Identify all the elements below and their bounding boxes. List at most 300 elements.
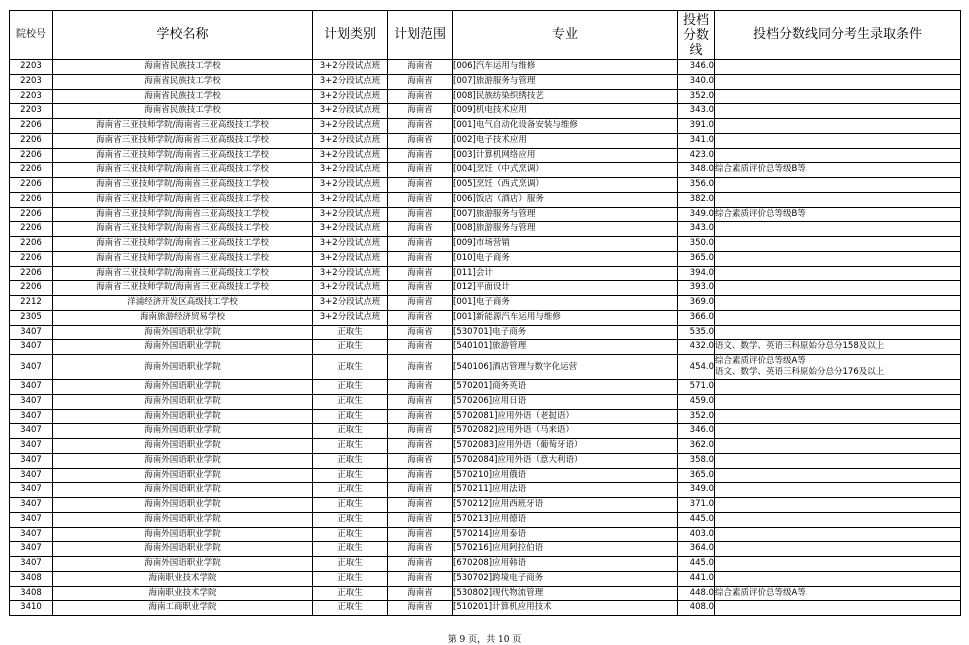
table-row	[10, 571, 961, 586]
table-row	[10, 586, 961, 601]
row-school: 海南职业技术学院	[53, 571, 313, 586]
row-major: [007]旅游服务与管理	[453, 74, 678, 89]
row-plan-scope: 海南省	[388, 281, 453, 296]
row-condition	[715, 424, 961, 439]
row-condition	[715, 527, 961, 542]
row-plan-type: 3+2分段试点班	[313, 133, 388, 148]
row-plan-type: 3+2分段试点班	[313, 207, 388, 222]
table-row	[10, 483, 961, 498]
row-plan-scope: 海南省	[388, 468, 453, 483]
row-condition	[715, 148, 961, 163]
row-condition	[715, 222, 961, 237]
table-row	[10, 251, 961, 266]
table-row	[10, 527, 961, 542]
row-school: 海南外国语职业学院	[53, 340, 313, 355]
row-score: 346.0	[678, 60, 715, 75]
row-major: [670208]应用韩语	[453, 557, 678, 572]
row-condition-text: 综合素质评价总等级B等	[715, 208, 806, 219]
row-score: 348.0	[678, 163, 715, 178]
row-major: [001]电气自动化设备安装与维修	[453, 119, 678, 134]
row-plan-type: 正取生	[313, 571, 388, 586]
row-condition	[715, 468, 961, 483]
table-body	[10, 60, 961, 616]
header-row	[10, 11, 961, 60]
row-plan-type: 正取生	[313, 527, 388, 542]
row-condition	[715, 325, 961, 340]
row-score: 394.0	[678, 266, 715, 281]
row-score: 350.0	[678, 237, 715, 252]
row-code: 3407	[10, 439, 53, 454]
row-condition	[715, 163, 961, 178]
row-code: 3407	[10, 557, 53, 572]
row-score: 448.0	[678, 586, 715, 601]
row-school: 海南省民族技工学校	[53, 89, 313, 104]
row-code: 3407	[10, 340, 53, 355]
row-plan-scope: 海南省	[388, 266, 453, 281]
row-code: 3407	[10, 453, 53, 468]
row-plan-scope: 海南省	[388, 237, 453, 252]
row-score: 346.0	[678, 424, 715, 439]
row-condition	[715, 483, 961, 498]
row-condition	[715, 281, 961, 296]
table-row	[10, 133, 961, 148]
row-score: 432.0	[678, 340, 715, 355]
row-school: 海南省三亚技师学院/海南省三亚高级技工学校	[53, 163, 313, 178]
row-score: 445.0	[678, 557, 715, 572]
row-code: 3407	[10, 512, 53, 527]
row-school: 海南职业技术学院	[53, 586, 313, 601]
table-row	[10, 325, 961, 340]
row-score: 371.0	[678, 498, 715, 513]
row-school: 海南外国语职业学院	[53, 512, 313, 527]
row-school: 海南省三亚技师学院/海南省三亚高级技工学校	[53, 148, 313, 163]
row-score: 365.0	[678, 468, 715, 483]
row-condition	[715, 133, 961, 148]
row-major: [540106]酒店管理与数字化运营	[453, 355, 678, 380]
row-code: 3407	[10, 325, 53, 340]
row-condition	[715, 104, 961, 119]
header-score-text: 投档分数线	[682, 12, 709, 58]
row-condition-text: 综合素质评价总等级A等	[715, 587, 806, 598]
row-condition	[715, 380, 961, 395]
header-code: 院校号	[10, 11, 53, 60]
table-row	[10, 542, 961, 557]
row-major: [570212]应用西班牙语	[453, 498, 678, 513]
row-school: 海南省三亚技师学院/海南省三亚高级技工学校	[53, 251, 313, 266]
header-major: 专业	[453, 11, 678, 60]
row-major: [570211]应用法语	[453, 483, 678, 498]
row-school: 海南省三亚技师学院/海南省三亚高级技工学校	[53, 207, 313, 222]
row-condition	[715, 207, 961, 222]
row-score: 340.0	[678, 74, 715, 89]
row-major: [570210]应用俄语	[453, 468, 678, 483]
row-plan-scope: 海南省	[388, 207, 453, 222]
row-plan-type: 3+2分段试点班	[313, 119, 388, 134]
row-plan-scope: 海南省	[388, 251, 453, 266]
row-plan-type: 3+2分段试点班	[313, 89, 388, 104]
row-major: [540101]旅游管理	[453, 340, 678, 355]
row-plan-scope: 海南省	[388, 409, 453, 424]
row-school: 海南外国语职业学院	[53, 453, 313, 468]
row-plan-type: 3+2分段试点班	[313, 60, 388, 75]
row-condition	[715, 512, 961, 527]
table-row	[10, 237, 961, 252]
row-plan-type: 正取生	[313, 380, 388, 395]
row-score: 364.0	[678, 542, 715, 557]
row-major: [5702082]应用外语（马来语）	[453, 424, 678, 439]
row-plan-scope: 海南省	[388, 178, 453, 193]
row-condition	[715, 119, 961, 134]
row-code: 2305	[10, 310, 53, 325]
row-code: 2203	[10, 74, 53, 89]
table-row	[10, 380, 961, 395]
row-condition	[715, 355, 961, 380]
row-plan-type: 正取生	[313, 483, 388, 498]
table-row	[10, 178, 961, 193]
row-plan-scope: 海南省	[388, 119, 453, 134]
row-plan-type: 正取生	[313, 340, 388, 355]
row-plan-type: 3+2分段试点班	[313, 222, 388, 237]
row-condition	[715, 557, 961, 572]
table-row	[10, 512, 961, 527]
row-school: 海南外国语职业学院	[53, 483, 313, 498]
row-plan-type: 正取生	[313, 439, 388, 454]
row-condition	[715, 394, 961, 409]
row-score: 423.0	[678, 148, 715, 163]
row-major: [012]平面设计	[453, 281, 678, 296]
row-major: [007]旅游服务与管理	[453, 207, 678, 222]
table-row	[10, 222, 961, 237]
row-plan-scope: 海南省	[388, 74, 453, 89]
row-code: 2206	[10, 251, 53, 266]
table-row	[10, 296, 961, 311]
row-plan-scope: 海南省	[388, 483, 453, 498]
row-school: 海南外国语职业学院	[53, 439, 313, 454]
table-row	[10, 207, 961, 222]
row-school: 海南省民族技工学校	[53, 74, 313, 89]
row-score: 369.0	[678, 296, 715, 311]
row-score: 349.0	[678, 483, 715, 498]
table-row	[10, 453, 961, 468]
row-plan-scope: 海南省	[388, 296, 453, 311]
row-code: 2206	[10, 237, 53, 252]
row-plan-scope: 海南省	[388, 453, 453, 468]
row-major: [530702]跨境电子商务	[453, 571, 678, 586]
row-plan-scope: 海南省	[388, 542, 453, 557]
row-plan-scope: 海南省	[388, 325, 453, 340]
row-condition	[715, 192, 961, 207]
row-plan-type: 3+2分段试点班	[313, 74, 388, 89]
row-code: 3407	[10, 380, 53, 395]
table-row	[10, 281, 961, 296]
row-condition	[715, 340, 961, 355]
row-school: 海南外国语职业学院	[53, 424, 313, 439]
row-score: 352.0	[678, 409, 715, 424]
row-score: 393.0	[678, 281, 715, 296]
row-major: [570213]应用德语	[453, 512, 678, 527]
table-row	[10, 310, 961, 325]
row-code: 2206	[10, 281, 53, 296]
row-plan-scope: 海南省	[388, 340, 453, 355]
row-major: [003]计算机网络应用	[453, 148, 678, 163]
table-row	[10, 355, 961, 380]
table-row	[10, 557, 961, 572]
row-school: 海南省民族技工学校	[53, 60, 313, 75]
row-condition-text: 综合素质评价总等级A等	[715, 356, 806, 366]
row-major: [002]电子技术应用	[453, 133, 678, 148]
row-major: [5702084]应用外语（意大利语）	[453, 453, 678, 468]
row-plan-type: 3+2分段试点班	[313, 192, 388, 207]
row-code: 2206	[10, 178, 53, 193]
row-score: 341.0	[678, 133, 715, 148]
row-school: 海南外国语职业学院	[53, 394, 313, 409]
row-score: 349.0	[678, 207, 715, 222]
row-major: [010]电子商务	[453, 251, 678, 266]
table-row	[10, 74, 961, 89]
row-score: 352.0	[678, 89, 715, 104]
row-plan-type: 正取生	[313, 424, 388, 439]
row-plan-scope: 海南省	[388, 527, 453, 542]
row-major: [530802]现代物流管理	[453, 586, 678, 601]
table-row	[10, 148, 961, 163]
row-code: 2203	[10, 60, 53, 75]
row-school: 海南外国语职业学院	[53, 409, 313, 424]
row-plan-scope: 海南省	[388, 192, 453, 207]
header-plan-type: 计划类别	[313, 11, 388, 60]
row-code: 2206	[10, 148, 53, 163]
row-plan-scope: 海南省	[388, 380, 453, 395]
row-major: [004]烹饪（中式烹调）	[453, 163, 678, 178]
row-plan-type: 3+2分段试点班	[313, 296, 388, 311]
row-score: 403.0	[678, 527, 715, 542]
row-major: [006]饭店（酒店）服务	[453, 192, 678, 207]
table-row	[10, 409, 961, 424]
row-plan-scope: 海南省	[388, 424, 453, 439]
row-code: 2206	[10, 266, 53, 281]
header-plan-scope: 计划范围	[388, 11, 453, 60]
row-major: [011]会计	[453, 266, 678, 281]
row-school: 海南外国语职业学院	[53, 527, 313, 542]
row-plan-type: 3+2分段试点班	[313, 163, 388, 178]
row-school: 海南旅游经济贸易学校	[53, 310, 313, 325]
row-school: 海南外国语职业学院	[53, 325, 313, 340]
row-plan-scope: 海南省	[388, 310, 453, 325]
table-row	[10, 340, 961, 355]
row-school: 海南省三亚技师学院/海南省三亚高级技工学校	[53, 281, 313, 296]
row-plan-type: 正取生	[313, 557, 388, 572]
row-school: 海南省三亚技师学院/海南省三亚高级技工学校	[53, 192, 313, 207]
row-code: 3408	[10, 571, 53, 586]
row-plan-type: 3+2分段试点班	[313, 178, 388, 193]
table-row	[10, 266, 961, 281]
row-major: [009]市场营销	[453, 237, 678, 252]
row-plan-type: 正取生	[313, 355, 388, 380]
row-condition	[715, 601, 961, 616]
row-score: 441.0	[678, 571, 715, 586]
table-row	[10, 163, 961, 178]
row-code: 3407	[10, 468, 53, 483]
row-plan-type: 正取生	[313, 601, 388, 616]
table-row	[10, 468, 961, 483]
row-score: 366.0	[678, 310, 715, 325]
row-school: 海南省三亚技师学院/海南省三亚高级技工学校	[53, 178, 313, 193]
row-school: 海南工商职业学院	[53, 601, 313, 616]
table-row	[10, 60, 961, 75]
row-condition	[715, 60, 961, 75]
row-major: [009]机电技术应用	[453, 104, 678, 119]
row-code: 3407	[10, 498, 53, 513]
row-code: 3408	[10, 586, 53, 601]
row-major: [5702081]应用外语（老挝语）	[453, 409, 678, 424]
row-plan-scope: 海南省	[388, 355, 453, 380]
page-footer: 第 9 页，共 10 页	[447, 635, 522, 645]
row-plan-scope: 海南省	[388, 571, 453, 586]
row-plan-type: 3+2分段试点班	[313, 310, 388, 325]
row-plan-scope: 海南省	[388, 148, 453, 163]
row-code: 3407	[10, 409, 53, 424]
row-condition-text: 综合素质评价总等级B等	[715, 164, 806, 175]
row-code: 2206	[10, 133, 53, 148]
row-plan-type: 正取生	[313, 512, 388, 527]
row-score: 571.0	[678, 380, 715, 395]
row-major: [530701]电子商务	[453, 325, 678, 340]
table-row	[10, 119, 961, 134]
row-plan-type: 3+2分段试点班	[313, 148, 388, 163]
row-score: 382.0	[678, 192, 715, 207]
row-plan-type: 3+2分段试点班	[313, 266, 388, 281]
row-plan-scope: 海南省	[388, 163, 453, 178]
row-plan-scope: 海南省	[388, 222, 453, 237]
row-plan-type: 正取生	[313, 498, 388, 513]
row-condition	[715, 237, 961, 252]
row-score: 445.0	[678, 512, 715, 527]
row-code: 2206	[10, 119, 53, 134]
row-condition-text-2: 语文、数学、英语三科原始分总分176及以上	[715, 367, 885, 377]
row-score: 343.0	[678, 104, 715, 119]
table-row	[10, 439, 961, 454]
row-plan-type: 3+2分段试点班	[313, 281, 388, 296]
row-condition	[715, 178, 961, 193]
row-major: [570214]应用泰语	[453, 527, 678, 542]
header-score	[678, 11, 715, 60]
row-score: 459.0	[678, 394, 715, 409]
row-major: [005]烹饪（西式烹调）	[453, 178, 678, 193]
row-plan-scope: 海南省	[388, 512, 453, 527]
header-school: 学校名称	[53, 11, 313, 60]
row-condition	[715, 409, 961, 424]
row-code: 3407	[10, 483, 53, 498]
row-plan-scope: 海南省	[388, 586, 453, 601]
row-code: 2206	[10, 163, 53, 178]
row-code: 3407	[10, 355, 53, 380]
row-plan-type: 3+2分段试点班	[313, 104, 388, 119]
row-condition	[715, 74, 961, 89]
row-school: 洋浦经济开发区高级技工学校	[53, 296, 313, 311]
row-code: 3410	[10, 601, 53, 616]
row-school: 海南省三亚技师学院/海南省三亚高级技工学校	[53, 237, 313, 252]
row-plan-type: 正取生	[313, 453, 388, 468]
row-school: 海南外国语职业学院	[53, 542, 313, 557]
row-code: 3407	[10, 542, 53, 557]
row-plan-scope: 海南省	[388, 60, 453, 75]
row-major: [570206]应用日语	[453, 394, 678, 409]
row-code: 3407	[10, 527, 53, 542]
row-major: [008]民族纺染织绣技艺	[453, 89, 678, 104]
row-condition	[715, 571, 961, 586]
row-school: 海南省三亚技师学院/海南省三亚高级技工学校	[53, 266, 313, 281]
row-score: 535.0	[678, 325, 715, 340]
row-condition	[715, 586, 961, 601]
row-code: 2203	[10, 104, 53, 119]
table-row	[10, 394, 961, 409]
row-plan-scope: 海南省	[388, 89, 453, 104]
admission-score-table	[9, 10, 961, 616]
row-score: 358.0	[678, 453, 715, 468]
row-school: 海南省三亚技师学院/海南省三亚高级技工学校	[53, 133, 313, 148]
row-major: [008]旅游服务与管理	[453, 222, 678, 237]
row-plan-type: 正取生	[313, 468, 388, 483]
row-condition	[715, 542, 961, 557]
row-school: 海南省三亚技师学院/海南省三亚高级技工学校	[53, 222, 313, 237]
row-plan-scope: 海南省	[388, 394, 453, 409]
header-condition: 投档分数线同分考生录取条件	[715, 11, 961, 60]
row-condition	[715, 296, 961, 311]
row-school: 海南省三亚技师学院/海南省三亚高级技工学校	[53, 119, 313, 134]
row-score: 408.0	[678, 601, 715, 616]
row-plan-type: 正取生	[313, 394, 388, 409]
row-score: 454.0	[678, 355, 715, 380]
row-plan-scope: 海南省	[388, 439, 453, 454]
row-school: 海南外国语职业学院	[53, 355, 313, 380]
row-plan-type: 正取生	[313, 325, 388, 340]
row-school: 海南外国语职业学院	[53, 468, 313, 483]
row-major: [006]汽车运用与维修	[453, 60, 678, 75]
row-school: 海南外国语职业学院	[53, 380, 313, 395]
row-major: [001]新能源汽车运用与维修	[453, 310, 678, 325]
row-school: 海南外国语职业学院	[53, 557, 313, 572]
table-row	[10, 424, 961, 439]
row-score: 356.0	[678, 178, 715, 193]
table-row	[10, 89, 961, 104]
row-plan-type: 正取生	[313, 542, 388, 557]
row-code: 2206	[10, 192, 53, 207]
row-score: 391.0	[678, 119, 715, 134]
row-plan-type: 3+2分段试点班	[313, 237, 388, 252]
row-plan-scope: 海南省	[388, 104, 453, 119]
row-plan-scope: 海南省	[388, 498, 453, 513]
row-plan-scope: 海南省	[388, 557, 453, 572]
table-row	[10, 104, 961, 119]
row-plan-scope: 海南省	[388, 601, 453, 616]
row-code: 2206	[10, 222, 53, 237]
row-plan-type: 正取生	[313, 586, 388, 601]
row-condition	[715, 310, 961, 325]
row-code: 2206	[10, 207, 53, 222]
row-school: 海南外国语职业学院	[53, 498, 313, 513]
row-condition	[715, 453, 961, 468]
row-code: 3407	[10, 424, 53, 439]
row-plan-type: 3+2分段试点班	[313, 251, 388, 266]
row-code: 2212	[10, 296, 53, 311]
row-condition-text: 语文、数学、英语三科原始分总分158及以上	[715, 341, 885, 352]
row-score: 365.0	[678, 251, 715, 266]
table-row	[10, 192, 961, 207]
table-row	[10, 601, 961, 616]
row-major: [001]电子商务	[453, 296, 678, 311]
row-score: 343.0	[678, 222, 715, 237]
row-code: 2203	[10, 89, 53, 104]
row-plan-scope: 海南省	[388, 133, 453, 148]
